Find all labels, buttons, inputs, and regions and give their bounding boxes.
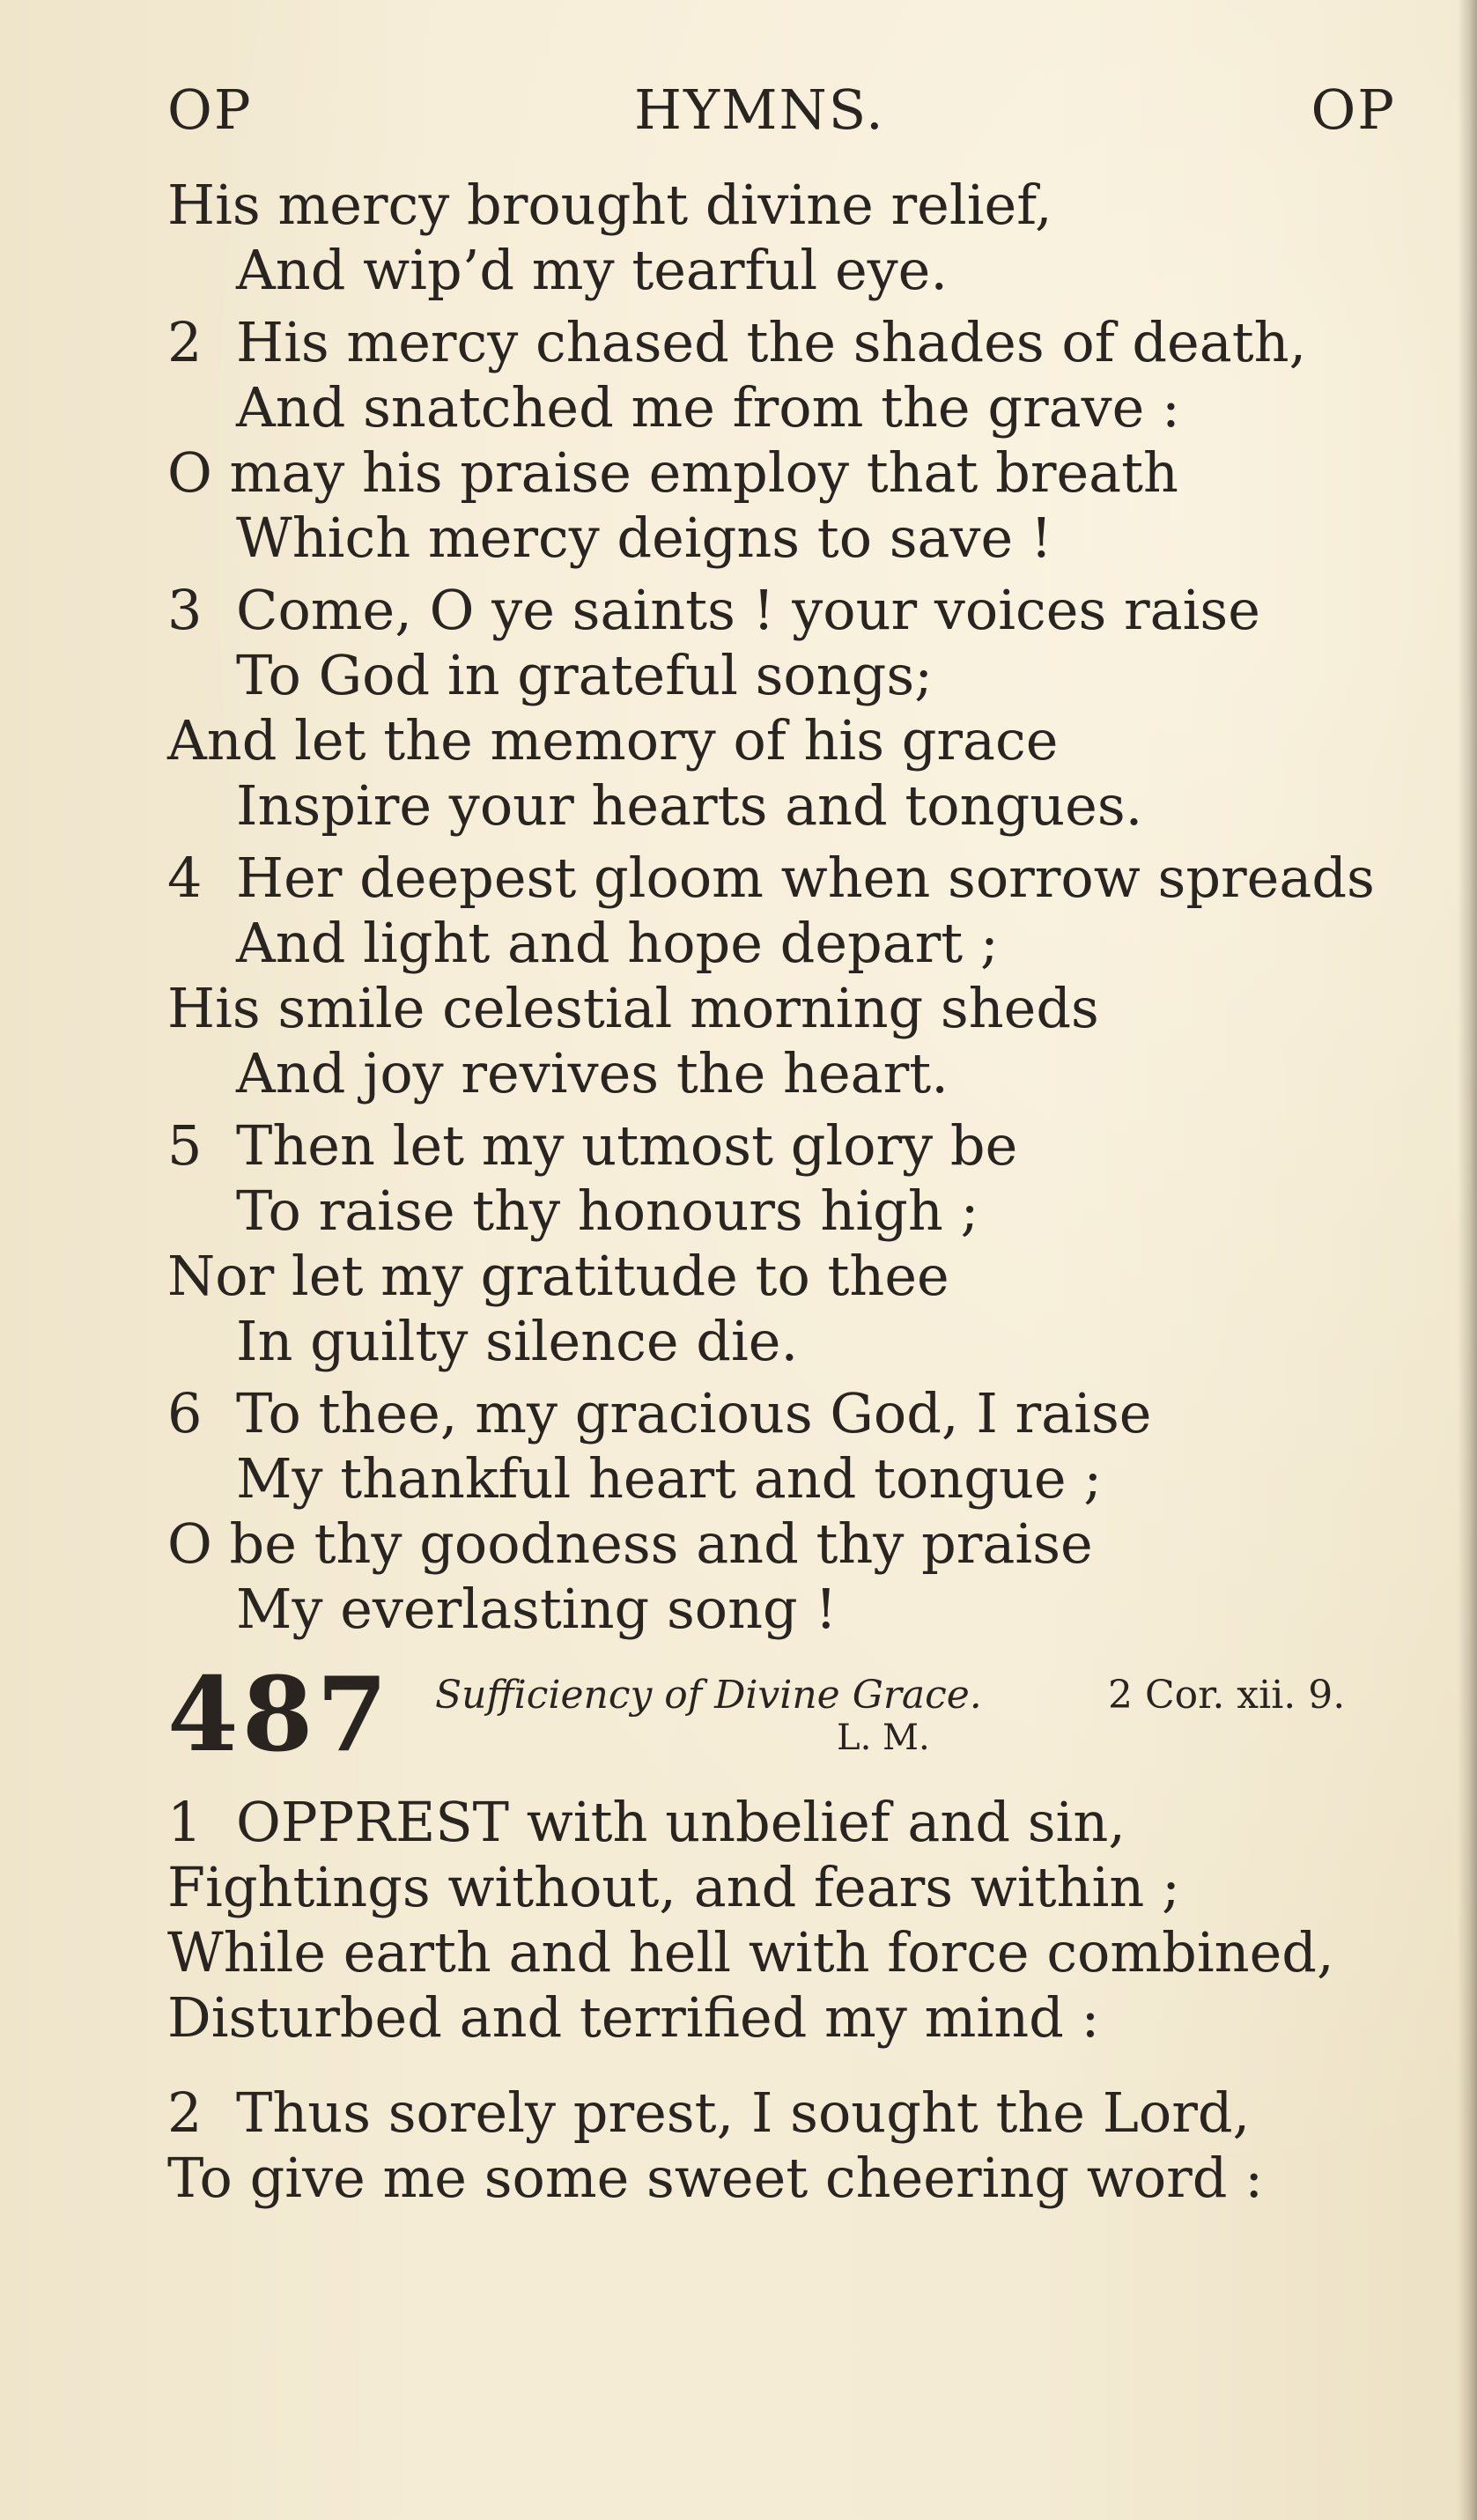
verse-line: And joy revives the heart. [236, 1041, 949, 1105]
hymn-number: 487 [167, 1655, 392, 1775]
stanza-6 [167, 1381, 1418, 1642]
stanza-number: 4 [167, 846, 203, 910]
verse-line: While earth and hell with force combined, [167, 1920, 1334, 1984]
verse-line: O be thy goodness and thy praise [167, 1511, 1093, 1576]
hymn-title: Sufficiency of Divine Grace. [435, 1673, 982, 1718]
stanza-number: 2 [167, 310, 203, 374]
verse-line: Inspire your hearts and tongues. [236, 773, 1143, 838]
stanza-number: 2 [167, 2080, 203, 2145]
scripture-reference: 2 Cor. xii. 9. [1108, 1673, 1346, 1718]
header-right: OP [1311, 78, 1396, 142]
verse-line: In guilty silence die. [236, 1309, 799, 1373]
header-center: HYMNS. [634, 78, 885, 142]
verse-line: To thee, my gracious God, I raise [236, 1381, 1152, 1445]
stanza-2 [167, 310, 1418, 571]
stanza-continued [167, 173, 1418, 303]
hymn-heading [167, 1655, 1418, 1777]
verse-line: My thankful heart and tongue ; [236, 1446, 1103, 1511]
verse-line: OPPREST with unbelief and sin, [236, 1790, 1126, 1854]
verse-line: And let the memory of his grace [167, 708, 1059, 772]
verse-line: And wip’d my tearful eye. [236, 238, 949, 302]
verse-line: Which mercy deigns to save ! [236, 506, 1052, 570]
stanza-5 [167, 1113, 1418, 1374]
hymn-meter: L. M. [837, 1718, 930, 1758]
verse-line: Thus sorely prest, I sought the Lord, [236, 2080, 1251, 2145]
stanza-number: 3 [167, 578, 203, 642]
header-left: OP [167, 78, 253, 142]
binding-edge [1458, 0, 1477, 2520]
verse-line: Nor let my gratitude to thee [167, 1244, 949, 1308]
verse-line: Come, O ye saints ! your voices raise [236, 578, 1260, 642]
verse-line: Then let my utmost glory be [236, 1113, 1018, 1178]
verse-line: To give me some sweet cheering word : [167, 2146, 1264, 2210]
verse-line: Fightings without, and fears within ; [167, 1855, 1180, 1919]
verse-line: O may his praise employ that breath [167, 440, 1178, 505]
verse-line: My everlasting song ! [236, 1577, 838, 1641]
verse-line: And light and hope depart ; [236, 911, 999, 975]
verse-line: His smile celestial morning sheds [167, 976, 1099, 1040]
hymn487-stanza-2 [167, 2080, 1418, 2211]
hymn-text [167, 173, 1418, 2211]
running-header [167, 78, 1396, 148]
verse-line: Disturbed and terrified my mind : [167, 1985, 1100, 2050]
stanza-3 [167, 578, 1418, 839]
verse-line: His mercy brought divine relief, [167, 173, 1052, 237]
verse-line: To raise thy honours high ; [236, 1179, 979, 1243]
hymn487-stanza-1 [167, 1790, 1418, 2051]
verse-line: To God in grateful songs; [236, 643, 934, 707]
stanza-number: 5 [167, 1113, 203, 1178]
verse-line: Her deepest gloom when sorrow spreads [236, 846, 1375, 910]
verse-line: His mercy chased the shades of death, [236, 310, 1307, 374]
verse-line: And snatched me from the grave : [236, 375, 1180, 440]
stanza-4 [167, 846, 1418, 1106]
stanza-number: 1 [167, 1790, 203, 1854]
stanza-number: 6 [167, 1381, 203, 1445]
